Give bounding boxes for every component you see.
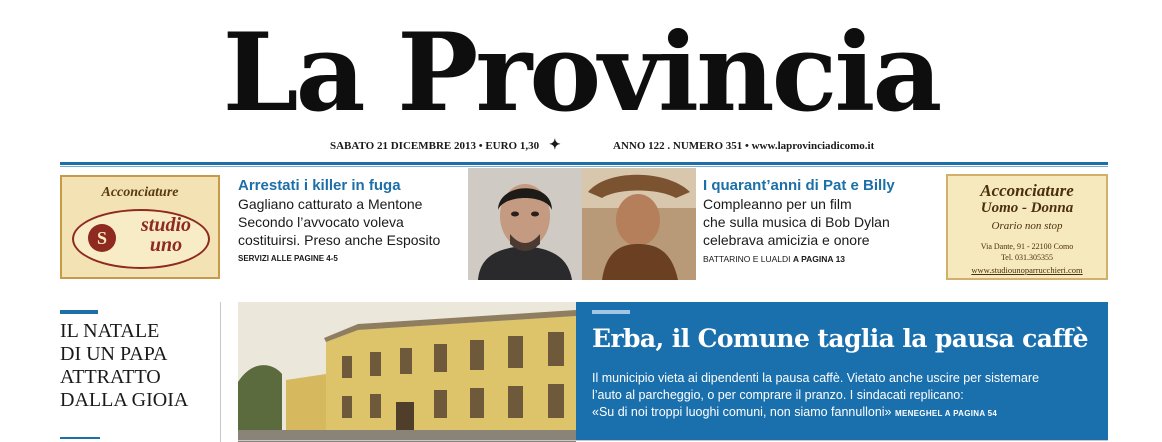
ad-right-website[interactable]: www.studiounoparrucchieri.com: [971, 265, 1083, 275]
teaser-pat-billy-ref[interactable]: [703, 254, 943, 264]
teaser-pat-billy-authors: BATTARINO E LUALDI: [703, 254, 791, 264]
teaser-killer-story[interactable]: [238, 177, 468, 263]
teaser-killer-ref[interactable]: SERVIZI ALLE PAGINE 4-5: [238, 254, 338, 263]
window: [342, 356, 352, 378]
teaser-pat-billy-title[interactable]: I quarant’anni di Pat e Billy: [703, 177, 895, 194]
window: [470, 340, 484, 370]
mugshot-eye-left: [511, 212, 519, 217]
sidebar-story-title[interactable]: [60, 320, 210, 412]
teaser-killer-line: Gagliano catturato a Mentone: [238, 196, 423, 212]
ad-right-line1: Acconciature: [980, 181, 1074, 200]
teaser-killer-body: [238, 195, 468, 249]
teaser-pat-billy-line: celebrava amicizia e onore: [703, 232, 870, 248]
sidebar-bottom-accent: [60, 437, 100, 439]
ad-left-name-line2: uno: [149, 234, 183, 256]
window: [370, 394, 381, 418]
lead-story-accent-bar: [592, 310, 630, 314]
ad-left-monogram-icon: S: [88, 224, 116, 252]
lead-story-summary: [592, 370, 1102, 422]
lead-story-ref[interactable]: MENEGHEL A PAGINA 54: [894, 409, 998, 418]
teaser-killer-title[interactable]: Arrestati i killer in fuga: [238, 177, 401, 194]
header-rule-thin: [60, 166, 1108, 167]
dateline: [0, 140, 1162, 156]
sidebar-title-line: IL NATALE: [60, 320, 160, 342]
ad-right-phone: Tel. 031.305355: [1000, 253, 1054, 262]
still-face: [616, 194, 660, 246]
window: [370, 352, 381, 376]
teaser-pat-billy-line: che sulla musica di Bob Dylan: [703, 214, 890, 230]
ad-right-line3: Orario non stop: [991, 220, 1063, 232]
mugshot-eye-right: [531, 212, 539, 217]
ad-right-line2: Uomo - Donna: [980, 200, 1074, 216]
window: [470, 388, 484, 418]
window: [342, 396, 352, 418]
ad-right-address: Via Dante, 91 - 22100 Como: [980, 242, 1074, 251]
window: [400, 348, 412, 374]
window: [508, 386, 523, 418]
header-rule: [60, 162, 1108, 165]
ad-studio-uno-left[interactable]: [60, 175, 220, 279]
issue-and-website: ANNO 122 . NUMERO 351 • www.laprovinciadicomo.it: [613, 140, 875, 152]
lead-summary-line: l’auto al parcheggio, o per comprare il pranzo. I sindacati replicano:: [592, 388, 964, 402]
lead-story-photo[interactable]: [238, 302, 576, 442]
window: [548, 332, 564, 366]
lead-story-headline[interactable]: Erba, il Comune taglia la pausa caffè: [592, 324, 1088, 353]
teaser-pat-billy-line: Compleanno per un film: [703, 196, 852, 212]
lead-photo-svg: [238, 302, 576, 442]
ad-left-name: [126, 215, 206, 255]
teaser-pat-billy-story[interactable]: [703, 177, 943, 264]
date-price: SABATO 21 DICEMBRE 2013 • EURO 1,30: [330, 140, 540, 152]
sidebar-title-line: DALLA GIOIA: [60, 389, 189, 411]
window: [434, 344, 447, 372]
masthead-title: La Provincia: [222, 10, 940, 136]
window: [548, 384, 564, 418]
lead-summary-line-last: [592, 404, 1102, 422]
sidebar-title-line: DI UN PAPA: [60, 343, 168, 365]
teaser-photos[interactable]: [468, 168, 696, 280]
ornament-icon: ✦: [549, 138, 561, 153]
teaser-pat-billy-page: A PAGINA 13: [792, 254, 846, 264]
sidebar-accent-bar: [60, 310, 98, 314]
lead-story-panel[interactable]: [576, 302, 1108, 440]
ad-left-heading: Acconciature: [101, 185, 179, 200]
window: [434, 390, 447, 418]
window: [508, 336, 523, 368]
lead-summary-quote: «Su di noi troppi luoghi comuni, non siamo fannulloni»: [592, 405, 892, 419]
sidebar-divider: [220, 302, 221, 442]
teaser-killer-line: costituirsi. Preso anche Esposito: [238, 232, 441, 248]
ad-left-name-line1: studio: [140, 214, 192, 236]
building-facade: [326, 316, 576, 442]
lead-summary-line: Il municipio vieta ai dipendenti la pausa caffè. Vietato anche uscire per sistemare: [592, 371, 1040, 385]
teaser-pat-billy-body: [703, 195, 943, 249]
bottom-rule: [238, 440, 1108, 441]
ad-studio-uno-right[interactable]: [946, 174, 1108, 280]
sidebar-title-line: ATTRATTO: [60, 366, 161, 388]
teaser-photos-svg: [468, 168, 696, 280]
teaser-killer-line: Secondo l’avvocato voleva: [238, 214, 404, 230]
